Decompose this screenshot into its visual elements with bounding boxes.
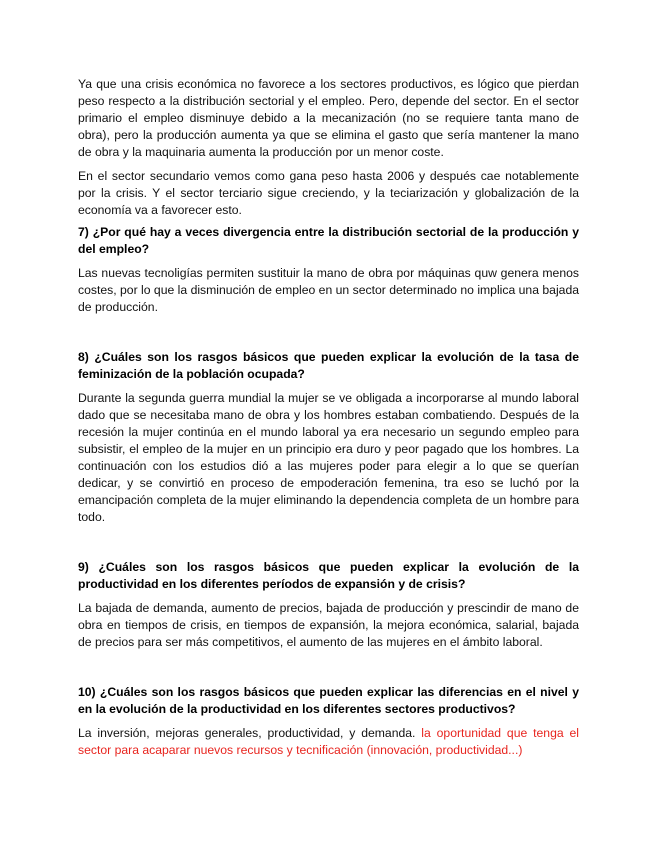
answer-7: Las nuevas tecnoligías permiten sustituir la mano de obra por máquinas quw genera menos costes, por lo que la disminución de empleo en un sector determinado no implica una bajada de producción. xyxy=(78,266,579,314)
question-10-heading: 10) ¿Cuáles son los rasgos básicos que pueden explicar las diferencias en el nivel y en la evolución de la productividad en los diferentes sectores productivos? xyxy=(78,685,579,716)
question-7-heading: 7) ¿Por qué hay a veces divergencia entre la distribución sectorial de la producción y del empleo? xyxy=(78,225,579,256)
answer-10-highlighted-text: la oportunidad que tenga el sector para acaparar nuevos recursos y tecnificación (innovación, productividad...) xyxy=(78,726,579,757)
paragraph-crisis-sectors: Ya que una crisis económica no favorece a los sectores productivos, es lógico que pierdan peso respecto a la distribución sectorial y el empleo. Pero, depende del sector. En el sector primario el empleo disminuye debido a la mecanización (no se requiere tanta mano de obra), pero la producción aumenta ya que se elimina el gasto que sería mantener la mano de obra y la maquinaria aumenta la producción por un menor coste. xyxy=(78,77,579,159)
answer-8: Durante la segunda guerra mundial la mujer se ve obligada a incorporarse al mundo laboral dado que se necesitaba mano de obra y los hombres estaban combatiendo. Después de la recesión la mujer continúa en el mundo laboral ya era necesario un segundo empleo para subsistir, el empleo de la mujer en un principio era duro y peor pagado que los hombres. La continuación con los estudios dió a las mujeres poder para elegir a lo que se querían dedicar, y se convirtió en proceso de empoderación femenina, tra eso se luchó por la emancipación completa de la mujer eliminando la dependencia completa de un hombre para todo. xyxy=(78,391,579,524)
answer-10 xyxy=(78,725,579,759)
question-8-heading: 8) ¿Cuáles son los rasgos básicos que pueden explicar la evolución de la tasa de feminización de la población ocupada? xyxy=(78,350,579,381)
answer-10-text: La inversión, mejoras generales, productividad, y demanda. xyxy=(78,726,422,740)
question-9-heading: 9) ¿Cuáles son los rasgos básicos que pueden explicar la evolución de la productividad en los diferentes períodos de expansión y de crisis? xyxy=(78,560,579,591)
document-body xyxy=(78,76,579,759)
answer-9: La bajada de demanda, aumento de precios, bajada de producción y prescindir de mano de obra en tiempos de crisis, en tiempos de expansión, la mejora económica, salarial, bajada de precios para ser más competitivos, el aumento de las mujeres en el ámbito laboral. xyxy=(78,601,579,649)
paragraph-secondary-sector: En el sector secundario vemos como gana peso hasta 2006 y después cae notablemente por la crisis. Y el sector terciario sigue creciendo, y la teciarización y globalización de la economía va a favorecer esto. xyxy=(78,169,579,217)
